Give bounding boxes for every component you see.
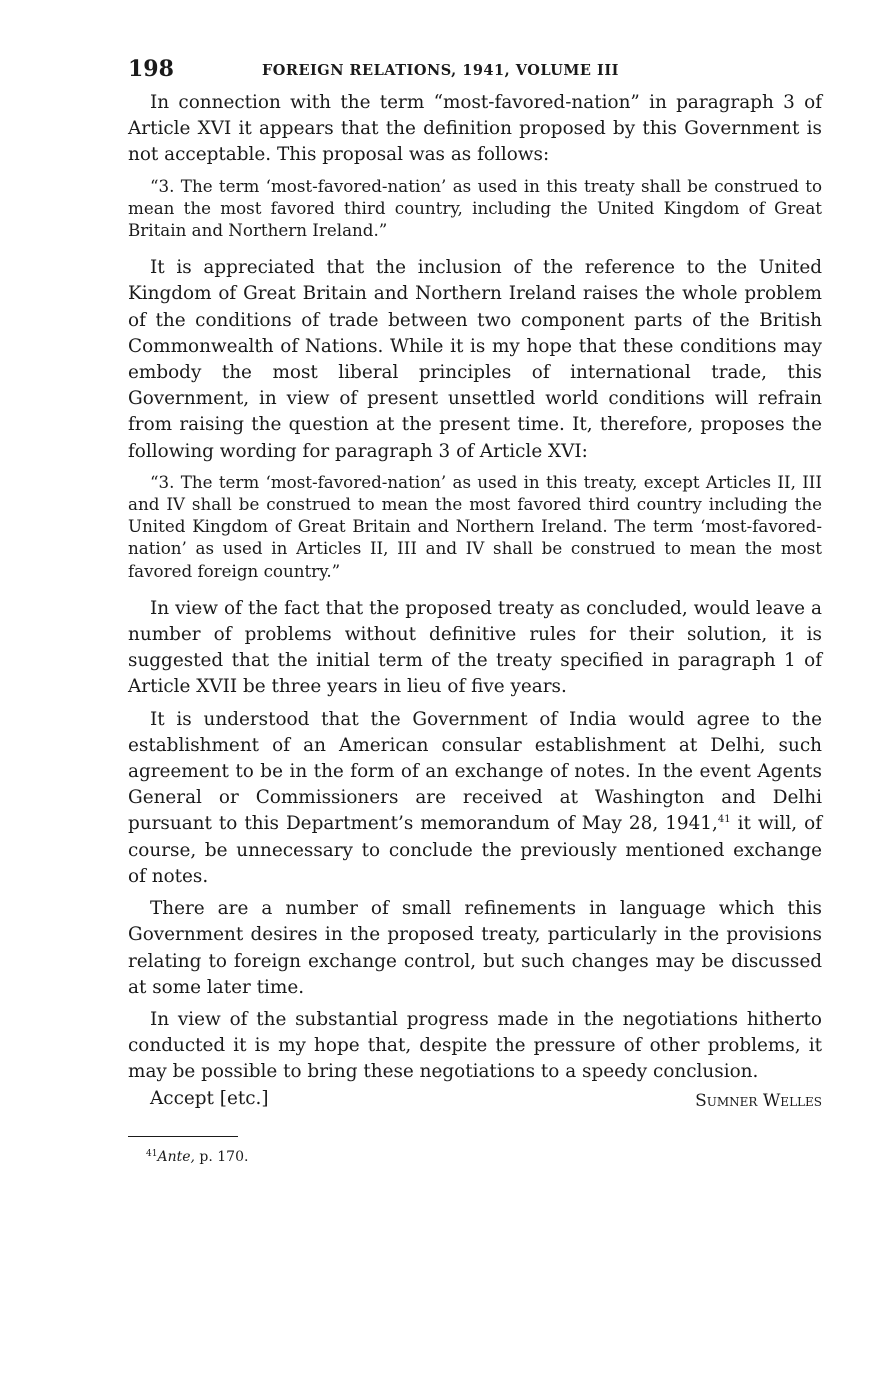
running-head: FOREIGN RELATIONS, 1941, VOLUME III	[262, 62, 619, 79]
paragraph-4-text: It is understood that the Government of India would agree to the establishment of an American consular establishment at Delhi, such agreement to be in the form of an exchange of notes. In the event Agents General or Commissioners are received at Washington and Delhi pursuant to this Department’s memorandum of May 28, 1941,	[128, 708, 822, 835]
paragraph-5: There are a number of small refinements in language which this Government desires in the proposed treaty, particularly in the provisions relating to foreign exchange control, but such changes may be discussed at some later time.	[128, 898, 822, 998]
signature: Sumner Welles	[695, 1090, 822, 1111]
page-header	[128, 56, 822, 90]
closing-accept: Accept [etc.]	[150, 1087, 269, 1109]
document-page	[128, 56, 822, 1165]
quoted-proposal-1: “3. The term ‘most-favored-nation’ as used in this treaty shall be construed to mean the most favored third country, including the United Kingdom of Great Britain and Northern Ireland.”	[128, 175, 822, 241]
paragraph-4-continued: it will, of course, be unnecessary to conclude the previously mentioned exchange of notes.	[128, 813, 822, 887]
footnote	[128, 1149, 822, 1165]
paragraph-3: In view of the fact that the proposed treaty as concluded, would leave a number of problems without definitive rules for their solution, it is suggested that the initial term of the treaty specified in paragraph 1 of Article XVII be three years in lieu of five years.	[128, 597, 822, 698]
paragraph-4	[128, 707, 822, 890]
page-number: 198	[128, 56, 174, 82]
footnote-text: p. 170.	[194, 1148, 249, 1165]
paragraph-2: It is appreciated that the inclusion of the reference to the United Kingdom of Great Britain and Northern Ireland raises the whole problem of the conditions of trade between two component parts of the British Commonwealth of Nations. While it is my hope that these conditions may embody the most liberal principles of international trade, this Government, in view of present unsettled world conditions will refrain from raising the question at the present time. It, therefore, proposes the following wording for paragraph 3 of Article XVI:	[128, 257, 822, 462]
footnote-divider	[128, 1136, 238, 1137]
quoted-proposal-2: “3. The term ‘most-favored-nation’ as used in this treaty, except Articles II, III and IV shall be construed to mean the most favored third country including the United Kingdom of Great Britain and Northern Ireland. The term ‘most-favored-nation’ as used in Articles II, III and IV shall be construed to mean the most favored foreign country.”	[128, 471, 822, 581]
paragraph-1: In connection with the term “most-favored-nation” in paragraph 3 of Article XVI it appears that the definition proposed by this Government is not acceptable. This proposal was as follows:	[128, 92, 822, 166]
footnote-ref: Ante,	[157, 1148, 195, 1165]
footnote-reference: 41	[717, 814, 731, 826]
footnote-marker: 41	[146, 1148, 158, 1159]
closing-line	[128, 1086, 822, 1114]
paragraph-6: In view of the substantial progress made in the negotiations hitherto conducted it is my hope that, despite the pressure of other problems, it may be possible to bring these negotiations to a speedy conclusion.	[128, 1008, 822, 1083]
